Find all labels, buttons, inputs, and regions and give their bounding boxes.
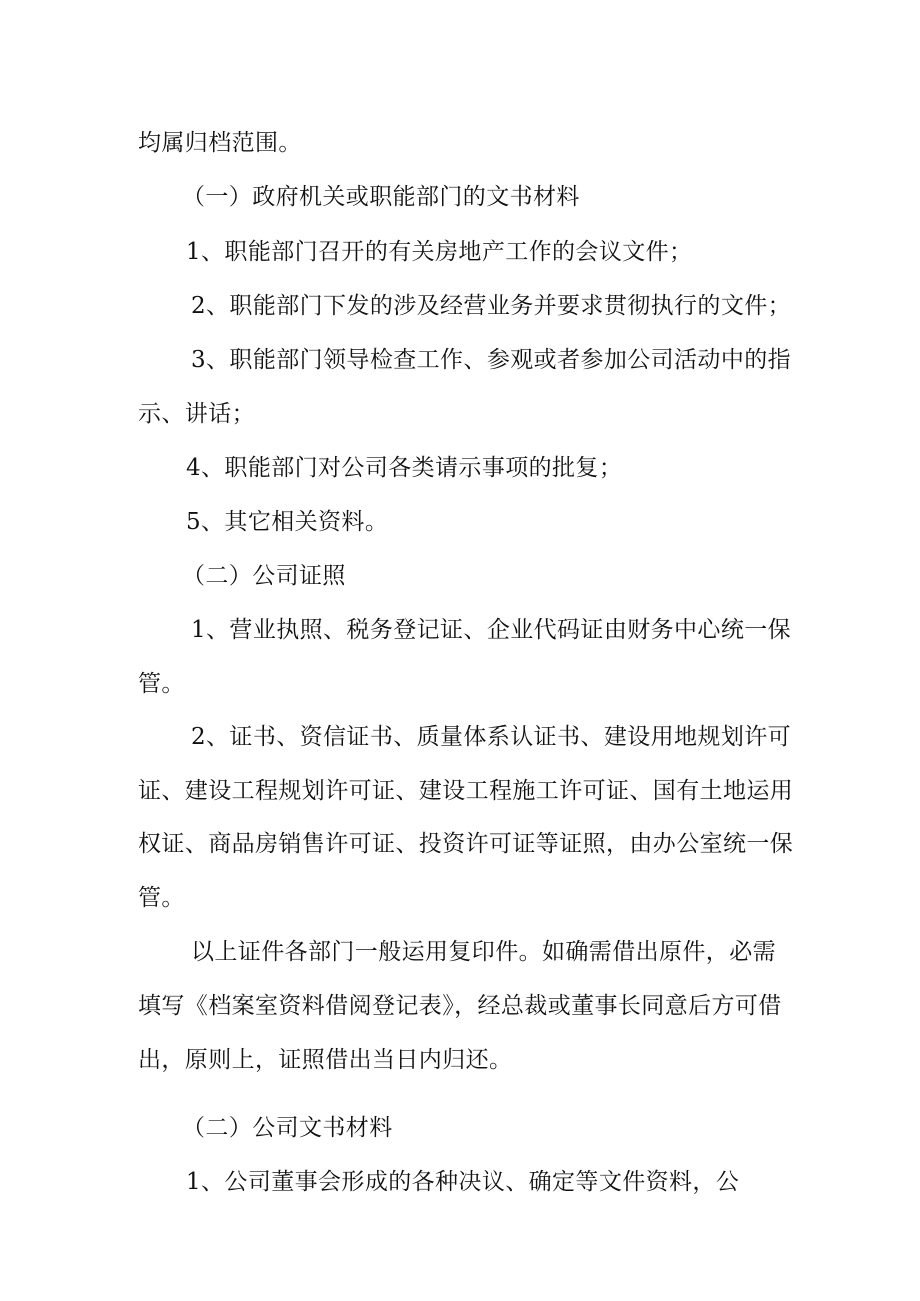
list-item-1-1: 1、职能部门召开的有关房地产工作的会议文件；: [186, 239, 693, 265]
list-item-2-1: 1、营业执照、税务登记证、企业代码证由财务中心统一保: [191, 617, 792, 643]
list-item-2-2-cont-1: 证、建设工程规划许可证、建设工程施工许可证、国有土地运用: [138, 778, 794, 804]
list-item-2-2: 2、证书、资信证书、质量体系认证书、建设用地规划许可: [191, 724, 792, 750]
paragraph-note-cont-1: 填写《档案室资料借阅登记表》，经总裁或董事长同意后方可借: [138, 993, 782, 1019]
paragraph-continuation: 均属归档范围。: [138, 130, 302, 156]
list-item-2-2-cont-2: 权证、商品房销售许可证、投资许可证等证照，由办公室统一保: [138, 831, 794, 857]
list-item-1-4: 4、职能部门对公司各类请示事项的批复；: [186, 455, 623, 481]
list-item-2-1-cont: 管。: [138, 671, 185, 697]
list-item-1-5: 5、其它相关资料。: [186, 509, 389, 535]
paragraph-note: 以上证件各部门一般运用复印件。如确需借出原件，必需: [191, 939, 776, 965]
list-item-2-2-cont-3: 管。: [138, 885, 185, 911]
section-heading-1: （一）政府机关或职能部门的文书材料: [182, 184, 580, 210]
paragraph-note-cont-2: 出，原则上，证照借出当日内归还。: [138, 1047, 513, 1073]
list-item-1-3-cont: 示、讲话；: [138, 401, 255, 427]
section-heading-3: （二）公司文书材料: [182, 1115, 393, 1141]
list-item-1-2: 2、职能部门下发的涉及经营业务并要求贯彻执行的文件；: [191, 293, 792, 319]
section-heading-2: （二）公司证照: [182, 563, 346, 589]
list-item-3-1: 1、公司董事会形成的各种决议、确定等文件资料，公: [186, 1169, 740, 1195]
list-item-1-3: 3、职能部门领导检查工作、参观或者参加公司活动中的指: [191, 347, 792, 373]
